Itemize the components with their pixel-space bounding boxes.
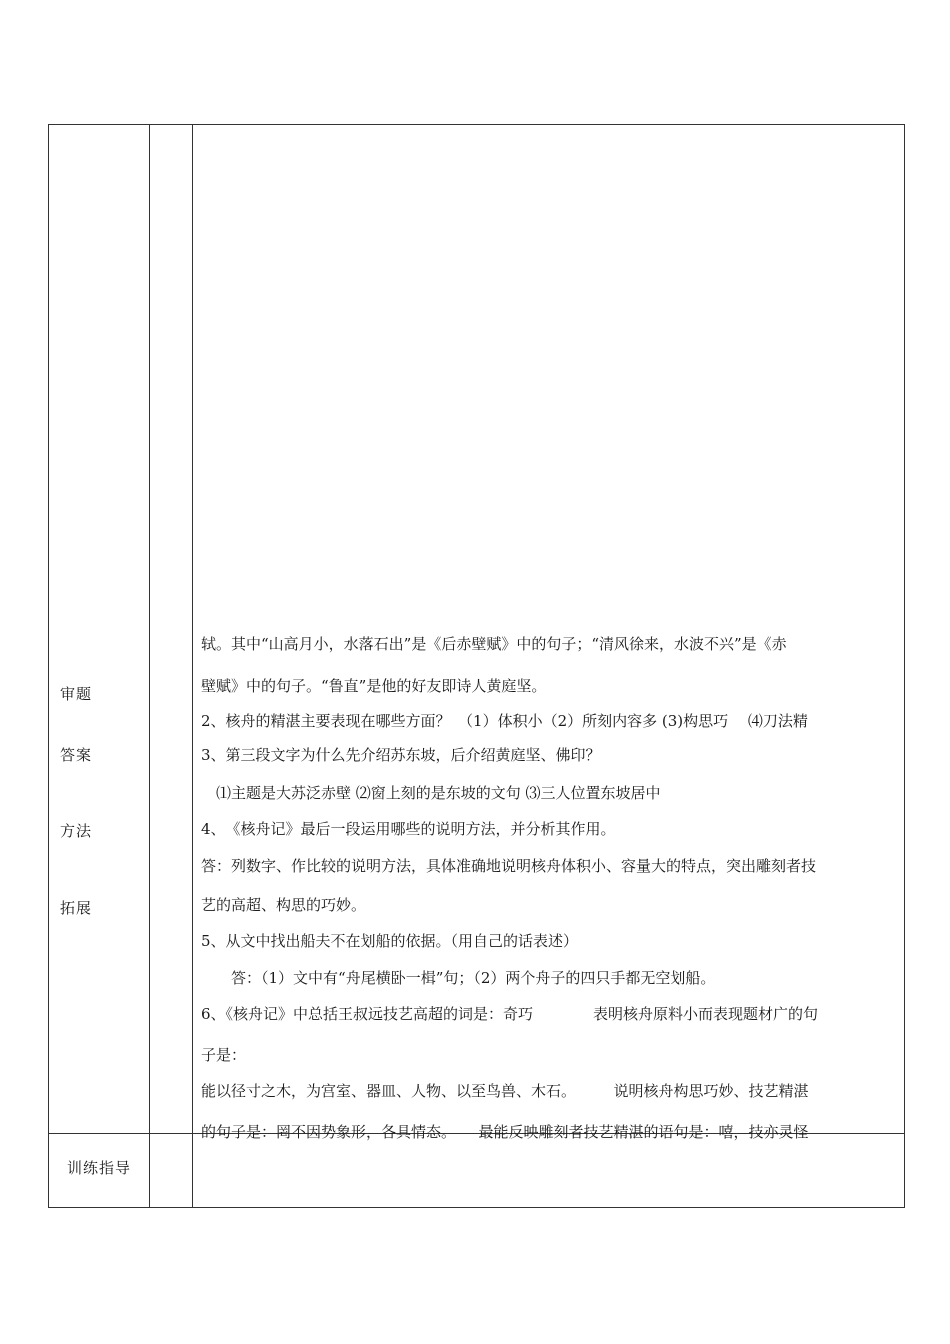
side-label-fangfa: 方法 (60, 822, 93, 840)
column-divider-1 (149, 124, 150, 1208)
content-line: 艺的高超、构思的巧妙。 (201, 896, 367, 914)
content-line: 的句子是：罔不因势象形，各具情态。 最能反映雕刻者技艺精湛的语句是：嘻，技亦灵怪 (201, 1123, 809, 1141)
content-line: 能以径寸之木，为宫室、器皿、人物、以至鸟兽、木石。 说明核舟构思巧妙、技艺精湛 (201, 1082, 809, 1100)
content-line: 3、第三段文字为什么先介绍苏东坡，后介绍黄庭坚、佛印？ (201, 746, 601, 764)
content-line: 6、《核舟记》中总括王叔远技艺高超的词是：奇巧 表明核舟原料小而表现题材广的句 (201, 1005, 819, 1023)
content-line: 答：列数字、作比较的说明方法，具体准确地说明核舟体积小、容量大的特点，突出雕刻者技 (201, 857, 817, 875)
side-label-shenti: 审题 (60, 685, 93, 703)
content-line: 2、核舟的精湛主要表现在哪些方面？ （1）体积小（2）所刻内容多 (3)构思巧 ⑷刀法精 (201, 712, 808, 730)
content-line: 轼。其中“山高月小，水落石出”是《后赤壁赋》中的句子；“清风徐来，水波不兴”是《赤 (201, 635, 787, 653)
content-line: 4、 《核舟记》最后一段运用哪些的说明方法，并分析其作用。 (201, 820, 616, 838)
side-label-tuozhan: 拓展 (60, 899, 93, 917)
content-line: 壁赋》中的句子。“鲁直”是他的好友即诗人黄庭坚。 (201, 677, 547, 695)
content-line: 5、从文中找出船夫不在划船的依据。（用自己的话表述） (201, 932, 579, 950)
side-label-daan: 答案 (60, 746, 93, 764)
table-frame (48, 124, 905, 1208)
content-line: ⑴主题是大苏泛赤壁 ⑵窗上刻的是东坡的文句 ⑶三人位置东坡居中 (201, 784, 661, 802)
footer-label: 训练指导 (67, 1159, 132, 1177)
content-line: 答：（1）文中有“舟尾横卧一楫”句；（2）两个舟子的四只手都无空划船。 (201, 969, 716, 987)
column-divider-2 (192, 124, 193, 1208)
content-line: 子是： (201, 1046, 247, 1064)
